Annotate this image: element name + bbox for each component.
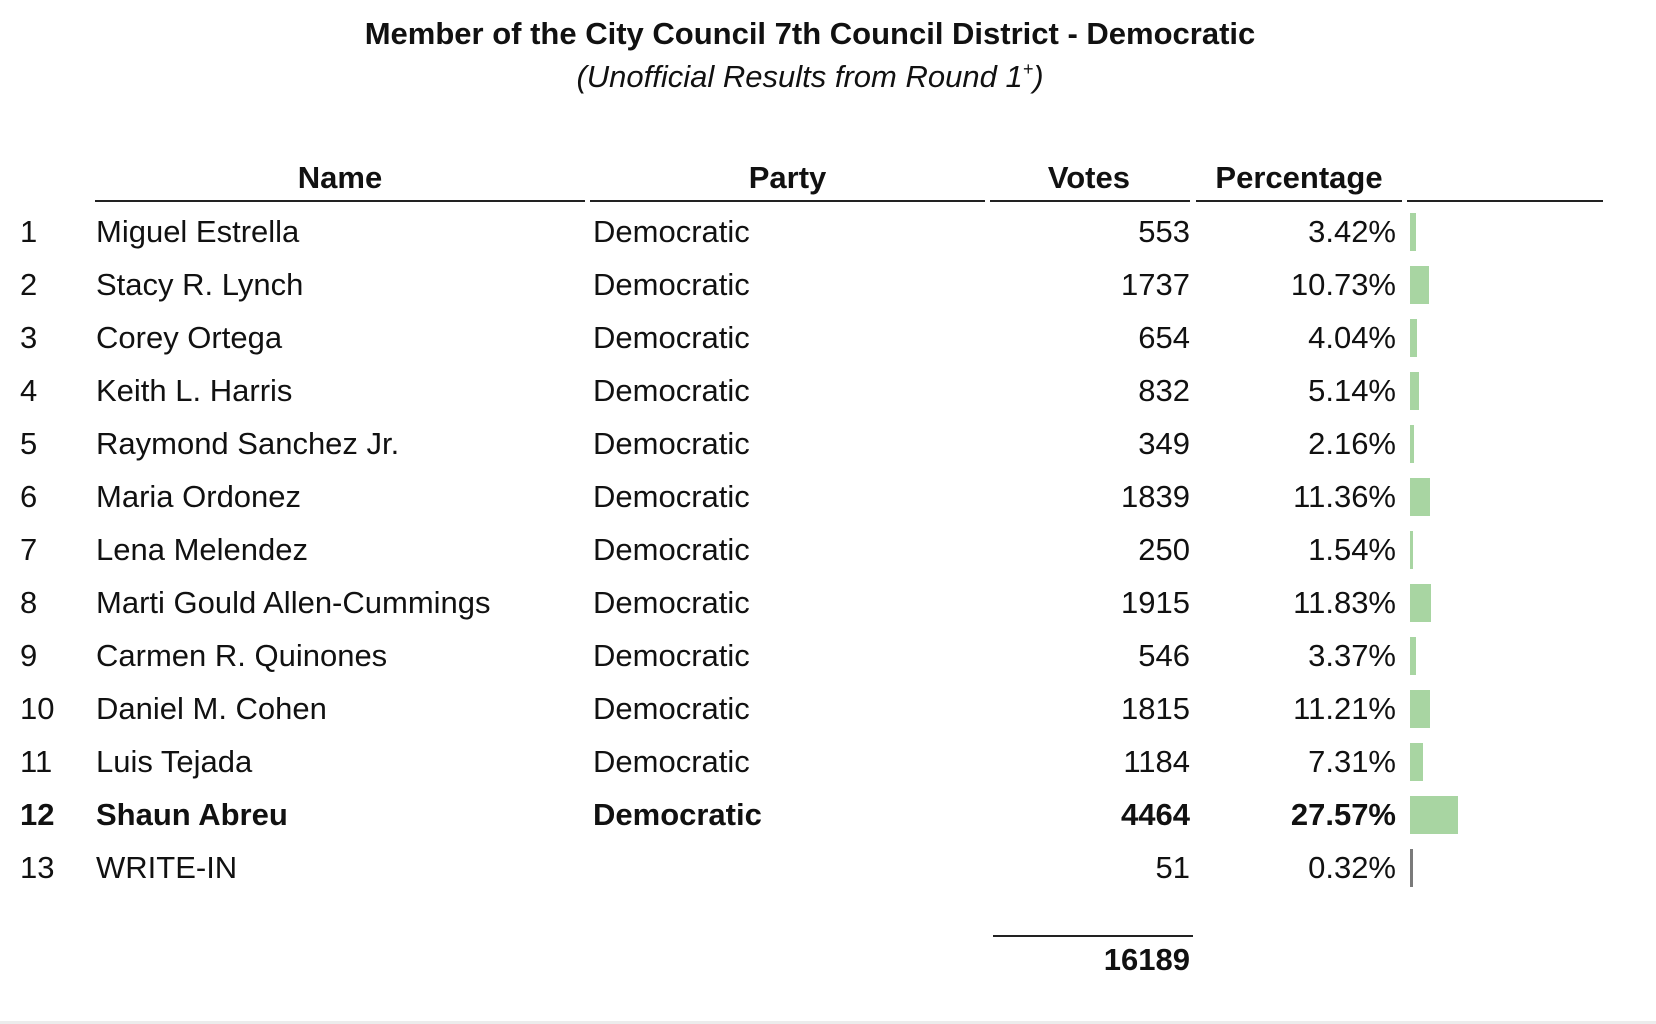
row-index: 3 [20, 320, 38, 355]
candidate-percentage: 27.57% [1290, 797, 1396, 832]
column-header-votes [990, 160, 1190, 202]
percentage-bar-track [1410, 363, 1600, 419]
percentage-bar-track [1410, 840, 1600, 896]
table-row [0, 787, 1656, 843]
table-row [0, 681, 1656, 737]
percentage-bar [1410, 213, 1416, 251]
candidate-votes: 349 [1138, 426, 1190, 461]
column-header-votes-label: Votes [1047, 160, 1130, 195]
percentage-bar [1410, 425, 1414, 463]
candidate-party: Democratic [593, 267, 750, 302]
candidate-votes: 1737 [1121, 267, 1190, 302]
percentage-bar-track [1410, 257, 1600, 313]
row-index: 6 [20, 479, 38, 514]
candidate-percentage: 0.32% [1308, 850, 1396, 885]
candidate-percentage: 5.14% [1308, 373, 1396, 408]
column-header-bar [1407, 160, 1603, 202]
subtitle-text: (Unofficial Results from Round 1 [576, 59, 1023, 94]
candidate-name: Daniel M. Cohen [96, 691, 327, 726]
candidate-name: Shaun Abreu [96, 797, 288, 832]
percentage-bar-track [1410, 204, 1600, 260]
candidate-votes: 1915 [1121, 585, 1190, 620]
percentage-bar [1410, 531, 1413, 569]
candidate-percentage: 11.21% [1293, 691, 1396, 726]
row-index: 2 [20, 267, 38, 302]
candidate-votes: 553 [1138, 214, 1190, 249]
candidate-votes: 1184 [1123, 744, 1190, 779]
candidate-name: Raymond Sanchez Jr. [96, 426, 400, 461]
table-row [0, 257, 1656, 313]
percentage-bar-track [1410, 575, 1600, 631]
percentage-bar [1410, 796, 1458, 834]
table-row [0, 628, 1656, 684]
candidate-name: WRITE-IN [96, 850, 238, 885]
candidate-percentage: 4.04% [1308, 320, 1396, 355]
round-footnote-mark: + [1022, 59, 1034, 79]
candidate-party: Democratic [593, 214, 750, 249]
candidate-votes: 1815 [1121, 691, 1190, 726]
candidate-percentage: 11.83% [1293, 585, 1396, 620]
percentage-bar [1410, 849, 1413, 887]
percentage-bar [1410, 319, 1417, 357]
total-divider [993, 935, 1193, 937]
table-row [0, 416, 1656, 472]
candidate-votes: 51 [1155, 850, 1190, 885]
candidate-votes: 654 [1138, 320, 1190, 355]
candidate-name: Marti Gould Allen-Cummings [96, 585, 491, 620]
candidate-name: Carmen R. Quinones [96, 638, 388, 673]
page-title: Member of the City Council 7th Council District - Democratic [364, 16, 1256, 51]
candidate-percentage: 3.37% [1308, 638, 1396, 673]
candidate-percentage: 7.31% [1308, 744, 1396, 779]
percentage-bar [1410, 266, 1429, 304]
candidate-party: Democratic [593, 744, 750, 779]
candidate-name: Lena Melendez [96, 532, 308, 567]
column-header-percentage: Percentage [1196, 160, 1402, 202]
percentage-bar-track [1410, 628, 1600, 684]
candidate-name: Stacy R. Lynch [96, 267, 304, 302]
row-index: 11 [20, 744, 53, 779]
percentage-bar [1410, 372, 1419, 410]
table-row [0, 204, 1656, 260]
candidate-party: Democratic [593, 797, 762, 832]
candidate-party: Democratic [593, 532, 750, 567]
table-row [0, 840, 1656, 896]
candidate-votes: 546 [1138, 638, 1190, 673]
table-row [0, 575, 1656, 631]
candidate-votes: 4464 [1121, 797, 1190, 832]
total-votes: 16189 [1103, 942, 1190, 977]
percentage-bar-track [1410, 681, 1600, 737]
row-index: 1 [20, 214, 38, 249]
percentage-bar-track [1410, 522, 1600, 578]
table-row [0, 469, 1656, 525]
row-index: 13 [20, 850, 55, 885]
percentage-bar-track [1410, 469, 1600, 525]
candidate-votes: 1839 [1121, 479, 1190, 514]
percentage-bar-track [1410, 734, 1600, 790]
row-index: 5 [20, 426, 38, 461]
candidate-name: Miguel Estrella [96, 214, 300, 249]
candidate-name: Keith L. Harris [96, 373, 293, 408]
percentage-bar-track [1410, 310, 1600, 366]
subtitle-close: ) [1033, 59, 1044, 94]
candidate-party: Democratic [593, 320, 750, 355]
candidate-party: Democratic [593, 638, 750, 673]
candidate-party: Democratic [593, 479, 750, 514]
percentage-bar-track [1410, 416, 1600, 472]
column-header-name: Name [95, 160, 585, 202]
table-row [0, 522, 1656, 578]
percentage-bar [1410, 690, 1430, 728]
row-index: 12 [20, 797, 55, 832]
percentage-bar-track [1410, 787, 1600, 843]
candidate-percentage: 10.73% [1290, 267, 1396, 302]
page-subtitle [0, 58, 1620, 96]
candidate-party: Democratic [593, 373, 750, 408]
candidate-votes: 832 [1138, 373, 1190, 408]
row-index: 10 [20, 691, 55, 726]
candidate-party: Democratic [593, 691, 750, 726]
candidate-name: Luis Tejada [96, 744, 253, 779]
table-row [0, 363, 1656, 419]
percentage-bar [1410, 637, 1416, 675]
row-index: 9 [20, 638, 38, 673]
percentage-bar [1410, 478, 1430, 516]
candidate-percentage: 3.42% [1308, 214, 1396, 249]
row-index: 7 [20, 532, 38, 567]
candidate-party: Democratic [593, 585, 750, 620]
percentage-bar [1410, 743, 1423, 781]
percentage-bar [1410, 584, 1431, 622]
candidate-percentage: 2.16% [1308, 426, 1396, 461]
row-index: 8 [20, 585, 38, 620]
row-index: 4 [20, 373, 38, 408]
candidate-name: Maria Ordonez [96, 479, 302, 514]
table-row [0, 310, 1656, 366]
candidate-party: Democratic [593, 426, 750, 461]
candidate-name: Corey Ortega [96, 320, 283, 355]
table-row [0, 734, 1656, 790]
candidate-votes: 250 [1138, 532, 1190, 567]
column-header-party: Party [590, 160, 985, 202]
candidate-percentage: 11.36% [1293, 479, 1396, 514]
candidate-percentage: 1.54% [1308, 532, 1396, 567]
